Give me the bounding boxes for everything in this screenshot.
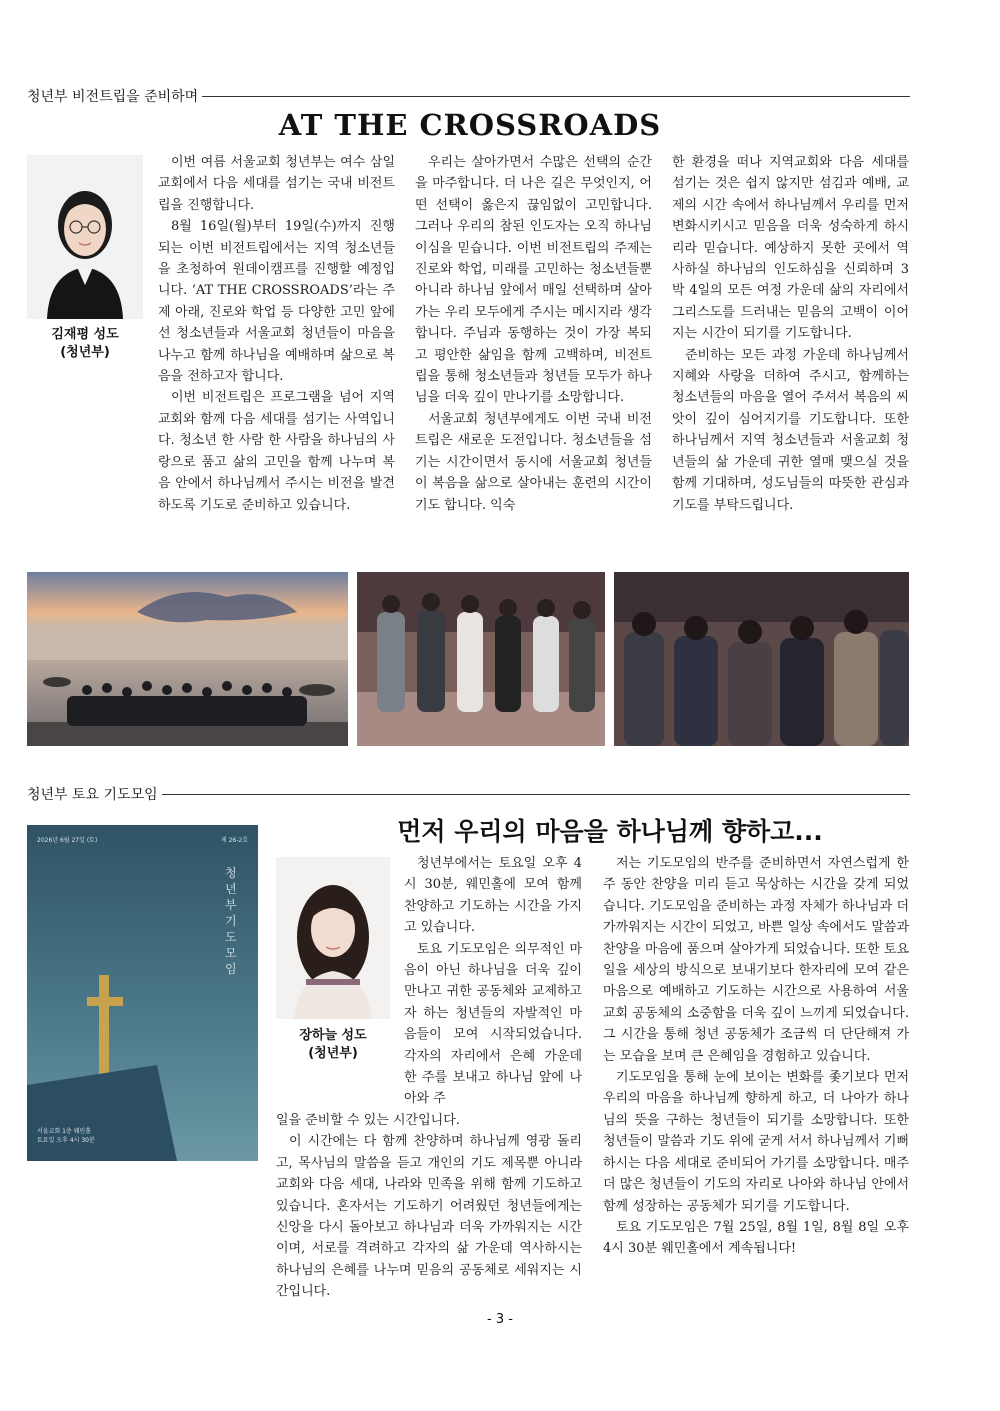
poster-time: 토요일 오후 4시 30분: [37, 1137, 95, 1144]
poster-issue: 제 26-2호: [220, 837, 248, 844]
author-dept: (청년부): [308, 1046, 358, 1061]
paragraph: 한 환경을 떠나 지역교회와 다음 세대를 섬기는 것은 쉽지 않지만 섬김과 예배, 교제의 시간 속에서 하나님께서 우리를 먼저 변화시키시고 믿음을 더욱 성숙하게 하시리라 믿습니다. 예상하지 못한 곳에서 역사하실 하나님의 인도하심을 신뢰하며 3박 4일의 모든 여정 가운데 삶의 자리에서 그리스도를 드러내는 믿음의 고백이 이어지는 시간이 되기를 기도합니다.: [672, 155, 909, 342]
section-header-prayer-meeting: [27, 784, 910, 804]
section-header-label: 청년부 비전트립을 준비하며: [27, 89, 199, 105]
author-caption-kim: [27, 326, 143, 362]
page-number: - 3 -: [487, 1312, 513, 1327]
paragraph: 8월 16일(월)부터 19일(수)까지 진행되는 이번 비전트립에서는 지역 청소년들을 초청하여 원데이캠프를 진행할 예정입니다. ‘AT THE CROSSROADS’라는 주제 아래, 진로와 학업 등 다양한 고민 앞에 선 청소년들과 서울교회 청년들이 마음을 나누고 함께 하나님을 예배하며 삶으로 복음을 전하고자 합니다.: [158, 219, 395, 385]
author-name: 김재평 성도: [51, 327, 119, 342]
header-rule: [162, 794, 910, 795]
paragraph: 준비하는 모든 과정 가운데 하나님께서 지혜와 사랑을 더하여 주시고, 함께하는 청소년들의 마음을 열어 주셔서 복음의 씨앗이 깊이 심어지기를 기도합니다. 또한 하나님께서 지역 청소년들과 서울교회 청년들의 삶 가운데 귀한 열매 맺으실 것을 함께 기대하며, 성도님들의 따뜻한 관심과 기도를 부탁드립니다.: [672, 347, 909, 513]
paragraph: 우리는 살아가면서 수많은 선택의 순간을 마주합니다. 더 나은 길은 무엇인지, 어떤 선택이 옳은지 끊임없이 고민합니다. 그러나 우리의 참된 인도자는 오직 하나님이심을 믿습니다. 이번 비전트립의 주제는 진로와 학업, 미래를 고민하는 청소년들뿐 아니라 하나님 앞에서 매일 선택하며 살아가는 우리 모두에게 주시는 메시지라 생각합니다. 주님과 동행하는 것이 가장 복되고 평안한 삶임을 함께 고백하며, 비전트립을 통해 청소년들과 청년들 모두가 하나님을 더욱 깊이 만나기를 소망합니다.: [415, 155, 652, 406]
poster-location: 서울교회 1층 웨민홀: [37, 1128, 92, 1135]
paragraph: 이 시간에는 다 함께 찬양하며 하나님께 영광 돌리고, 목사님의 말씀을 듣고 개인의 기도 제목뿐 아니라 교회와 다음 세대, 나라와 민족을 위해 함께 기도하고 있습니다. 혼자서는 기도하기 어려웠던 청년들에게는 신앙을 다시 돌아보고 하나님과 더욱 가까워지는 시간이며, 서로를 격려하고 각자의 삶 가운데 역사하시는 하나님의 은혜를 나누며 믿음의 공동체로 세워지는 시간입니다.: [276, 1134, 582, 1300]
paragraph: 일을 준비할 수 있는 시간입니다.: [276, 1113, 460, 1128]
paragraph: 저는 기도모임의 반주를 준비하면서 자연스럽게 한 주 동안 찬양을 미리 듣고 묵상하는 시간을 갖게 되었습니다. 기도모임을 준비하는 과정 자체가 하나님과 더 가까워지는 시간이 되었고, 바쁜 일상 속에서도 말씀과 찬양을 마음에 품으며 살아가게 되었습니다. 또한 토요일을 세상의 방식으로 보내기보다 한자리에 모여 같은 마음으로 예배하고 기도하는 시간으로 사용하여 서울교회 공동체의 소중함을 더욱 깊이 느끼게 되었습니다. 그 시간을 통해 청년 공동체가 조금씩 더 단단해져 가는 모습을 보며 큰 은혜임을 경험하고 있습니다.: [603, 856, 909, 1064]
paragraph: 이번 비전트립은 프로그램을 넘어 지역교회와 함께 다음 세대를 섬기는 사역입니다. 청소년 한 사람 한 사람을 하나님의 사랑으로 품고 삶의 고민을 함께 나누며 복음 안에서 하나님께서 주시는 비전을 발견하도록 기도로 준비하고 있습니다.: [158, 390, 395, 513]
article-title-crossroads: AT THE CROSSROADS: [278, 108, 662, 142]
photo-prayer-standing: [357, 572, 605, 746]
poster-footer: [37, 1127, 95, 1145]
poster-date: 2026년 6월 27일 (토): [37, 837, 98, 844]
article1-column-2: [415, 152, 652, 516]
article2-column-2: [603, 853, 909, 1260]
author-photo-kim: [27, 155, 143, 319]
paragraph: 이번 여름 서울교회 청년부는 여수 삼일교회에서 다음 세대를 섬기는 국내 비전트립을 진행합니다.: [158, 155, 395, 213]
section-header-vision-trip: [27, 86, 910, 106]
photo-beach-group: [27, 572, 348, 746]
author-dept: (청년부): [60, 345, 110, 360]
prayer-meeting-poster: [27, 825, 258, 1161]
paragraph: 토요 기도모임은 의무적인 마음이 아닌 하나님을 더욱 깊이 만나고 귀한 공동체와 교제하고자 하는 청년들의 자발적인 마음들이 모여 시작되었습니다. 각자의 자리에서 은혜 가운데 한 주를 보내고 하나님 앞에 나아와 주: [404, 941, 582, 1107]
paragraph: 청년부에서는 토요일 오후 4시 30분, 웨민홀에 모여 함께 찬양하고 기도하는 시간을 가지고 있습니다.: [404, 856, 582, 936]
photo-prayer-women: [614, 572, 909, 746]
article2-column-1-wrap: [404, 853, 582, 1110]
article2-column-1-full: [276, 1110, 582, 1303]
poster-vertical-title: 청년부 기도모임: [225, 866, 237, 976]
author-name: 장하늘 성도: [299, 1028, 367, 1043]
paragraph: 기도모임을 통해 눈에 보이는 변화를 좇기보다 먼저 우리의 마음을 하나님께 향하게 하고, 더 나아가 하나님의 뜻을 구하는 청년들이 되기를 소망합니다. 또한 청년들이 말씀과 기도 위에 굳게 서서 하나님께서 기뻐하시는 다음 세대로 준비되어 가기를 소망합니다. 매주 더 많은 청년들이 기도의 자리로 나아와 하나님 안에서 함께 성장하는 공동체가 되기를 기도합니다.: [603, 1070, 909, 1214]
header-rule: [202, 96, 910, 97]
article1-column-3: [672, 152, 909, 516]
article-title-prayer: 먼저 우리의 마음을 하나님께 향하고...: [397, 817, 823, 846]
paragraph: 토요 기도모임은 7월 25일, 8월 1일, 8월 8일 오후 4시 30분 웨민홀에서 계속됩니다!: [603, 1219, 909, 1257]
paragraph: 서울교회 청년부에게도 이번 국내 비전트립은 새로운 도전입니다. 청소년들을 섬기는 시간이면서 동시에 서울교회 청년들이 복음을 삶으로 살아내는 훈련의 시간이기도 합니다. 익숙: [415, 411, 652, 513]
author-caption-jang: [276, 1027, 390, 1063]
author-photo-jang: [276, 857, 390, 1019]
article1-column-1: [158, 152, 395, 516]
section-header-label: 청년부 토요 기도모임: [27, 787, 158, 803]
